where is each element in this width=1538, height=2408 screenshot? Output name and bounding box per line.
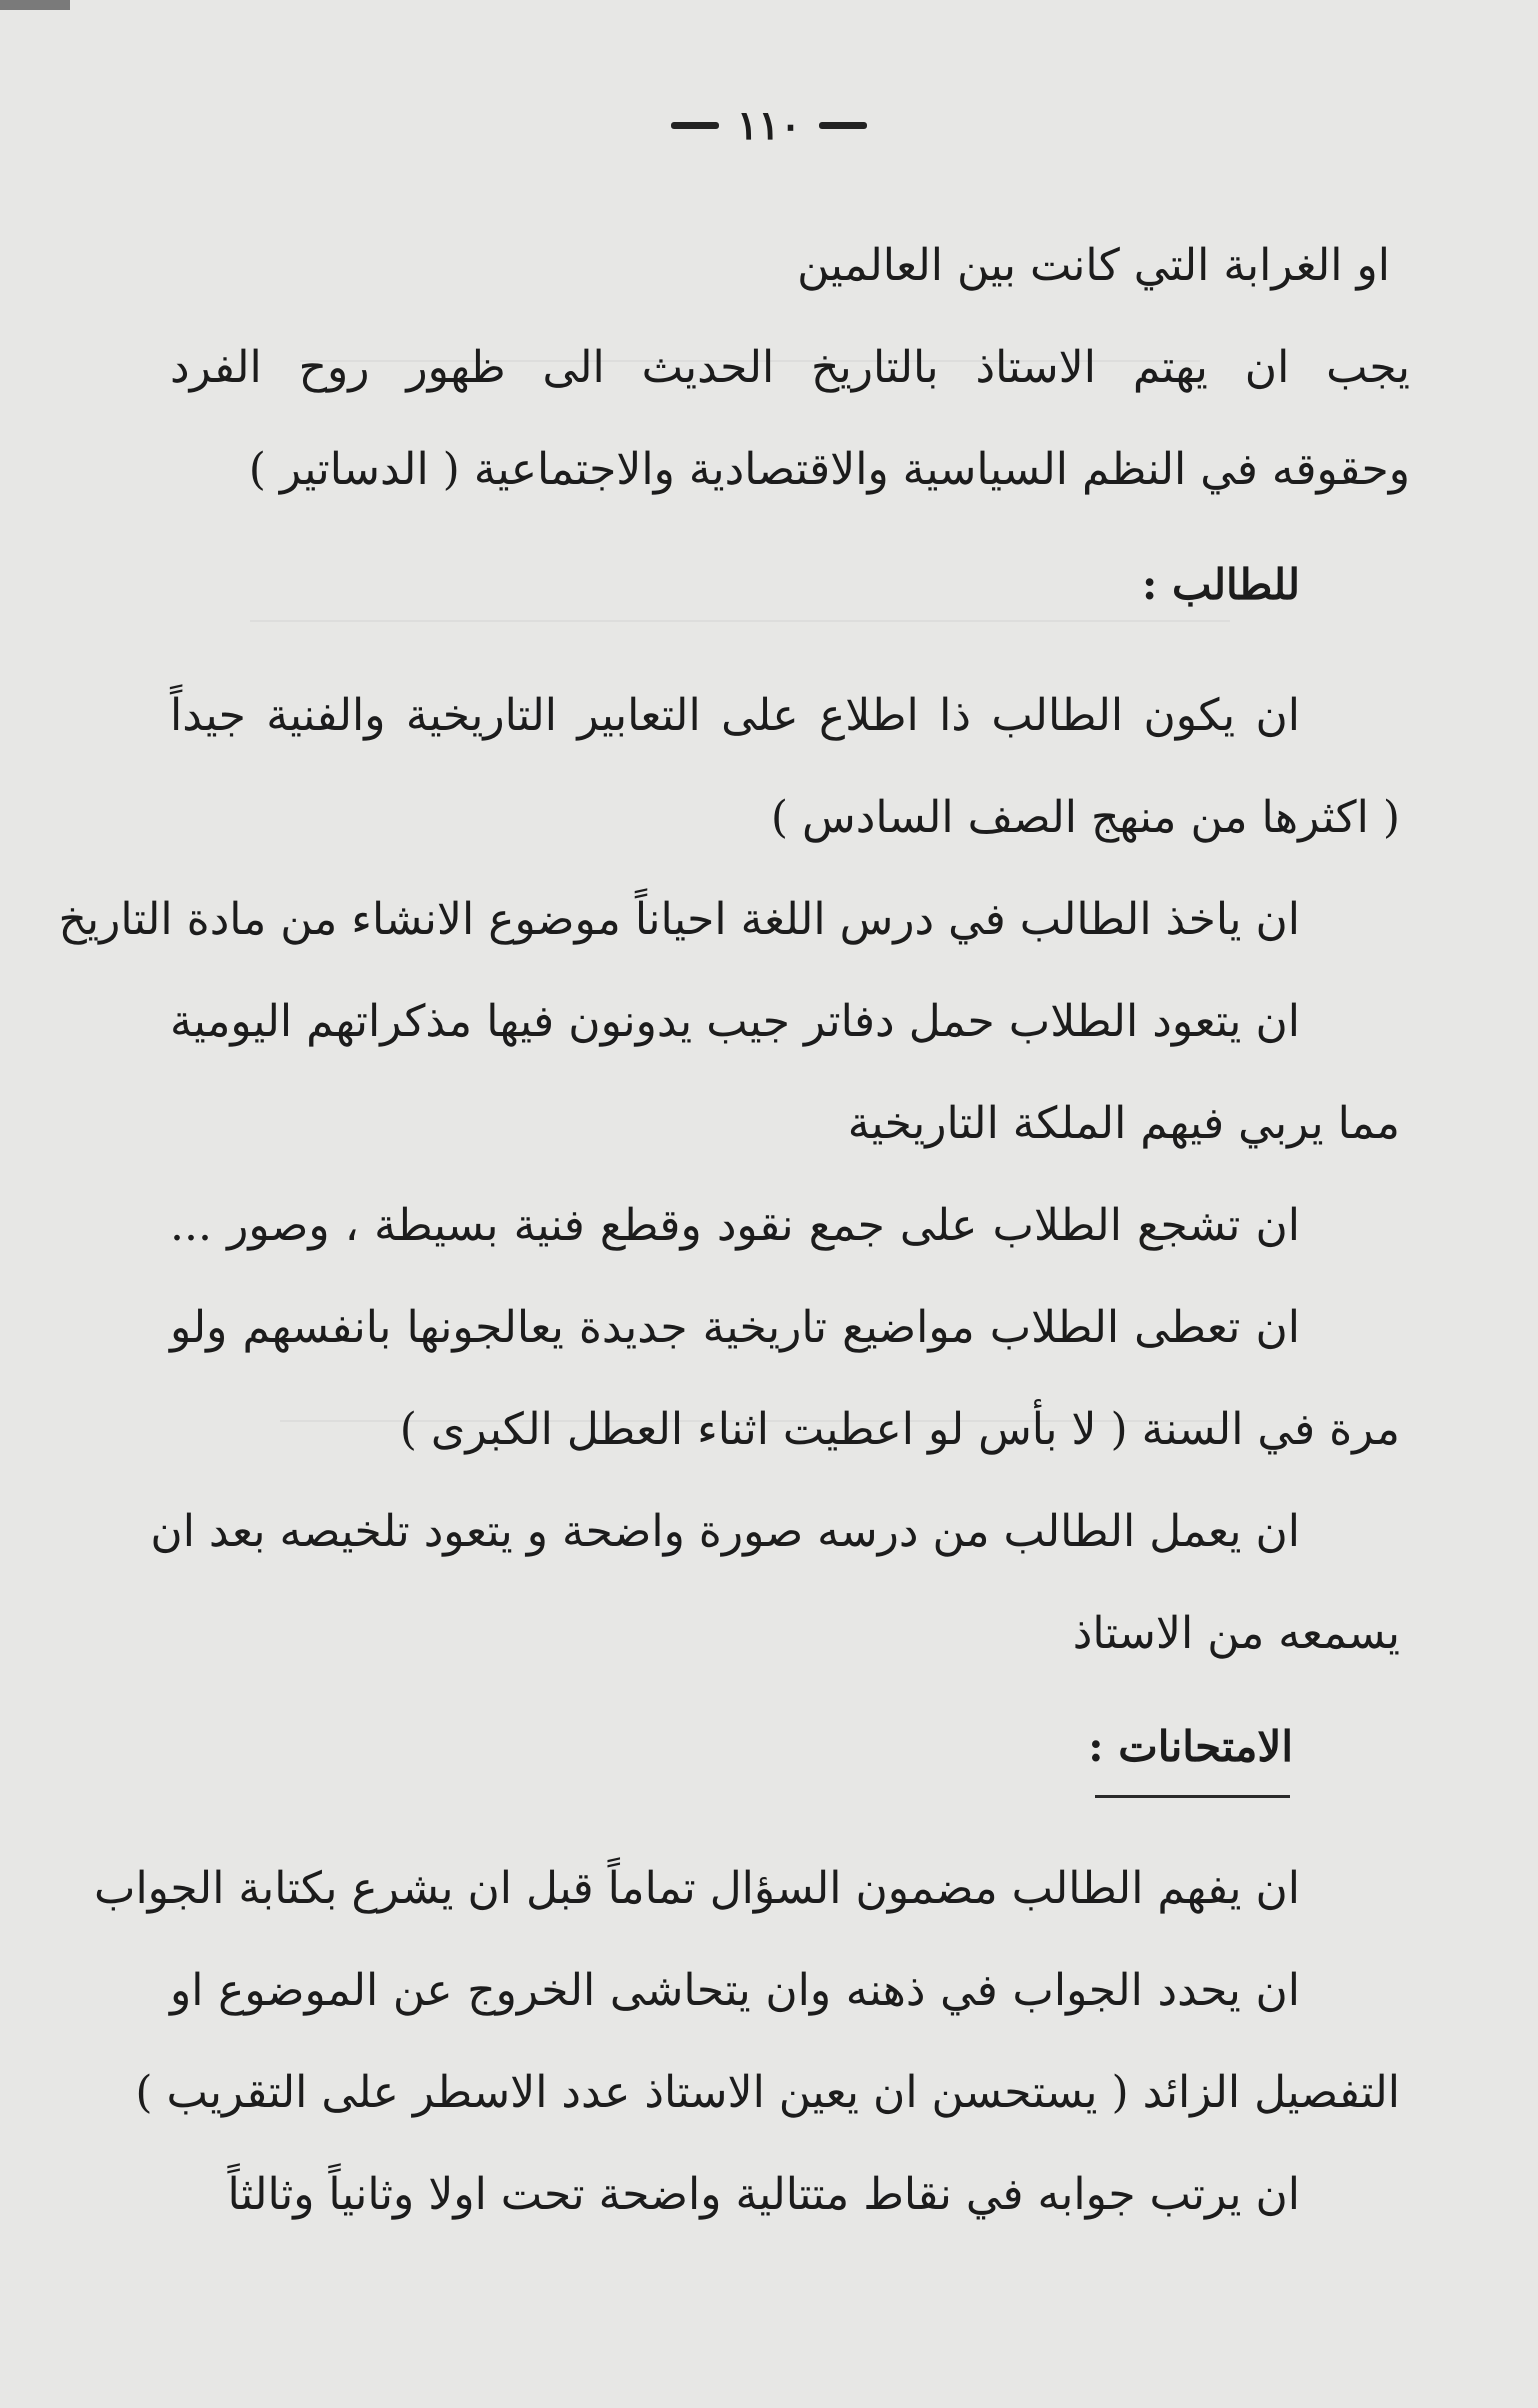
header-dash-left <box>671 122 719 129</box>
students-line: ان يكون الطالب ذا اطلاع على التعابير التاريخية والفنية جيداً <box>170 690 1300 741</box>
section-heading-students: للطالب : <box>1141 560 1300 609</box>
students-line: ان ياخذ الطالب في درس اللغة احياناً موضوع الانشاء من مادة التاريخ <box>58 894 1300 945</box>
students-line: ان تشجع الطلاب على جمع نقود وقطع فنية بسيطة ، وصور ... <box>170 1200 1300 1251</box>
students-line: ان يتعود الطلاب حمل دفاتر جيب يدونون فيها مذكراتهم اليومية <box>170 996 1300 1047</box>
heading-underline <box>1095 1795 1290 1798</box>
page-number: ١١٠ <box>736 101 802 149</box>
exams-line: التفصيل الزائد ( يستحسن ان يعين الاستاذ عدد الاسطر على التقريب ) <box>135 2067 1400 2118</box>
students-line: مما يربي فيهم الملكة التاريخية <box>847 1098 1400 1149</box>
scan-edge-mark <box>0 0 70 10</box>
students-line: مرة في السنة ( لا بأس لو اعطيت اثناء العطل الكبرى ) <box>399 1404 1400 1455</box>
page-header <box>0 95 1538 155</box>
exams-line: ان يحدد الجواب في ذهنه وان يتحاشى الخروج عن الموضوع او <box>170 1965 1300 2016</box>
header-dash-right <box>819 122 867 129</box>
intro-line: يجب ان يهتم الاستاذ بالتاريخ الحديث الى ظهور روح الفرد <box>170 342 1410 393</box>
students-line: ( اكثرها من منهج الصف السادس ) <box>770 792 1400 843</box>
students-line: ان يعمل الطالب من درسه صورة واضحة و يتعود تلخيصه بعد ان <box>150 1506 1300 1557</box>
section-heading-exams: الامتحانات : <box>1088 1722 1293 1771</box>
exams-line: ان يرتب جوابه في نقاط متتالية واضحة تحت اولا وثانياً وثالثاً <box>227 2169 1300 2220</box>
exams-paragraph <box>94 1838 1400 2246</box>
intro-paragraph <box>170 215 1410 521</box>
students-line: يسمعه من الاستاذ <box>1072 1608 1400 1659</box>
intro-line: او الغرابة التي كانت بين العالمين <box>797 240 1390 291</box>
students-paragraph <box>58 665 1400 1685</box>
students-line: ان تعطى الطلاب مواضيع تاريخية جديدة يعالجونها بانفسهم ولو <box>170 1302 1300 1353</box>
intro-line: وحقوقه في النظم السياسية والاقتصادية والاجتماعية ( الدساتير ) <box>248 444 1410 495</box>
bleed-through-mark <box>250 620 1230 622</box>
exams-line: ان يفهم الطالب مضمون السؤال تماماً قبل ان يشرع بكتابة الجواب <box>94 1863 1300 1914</box>
